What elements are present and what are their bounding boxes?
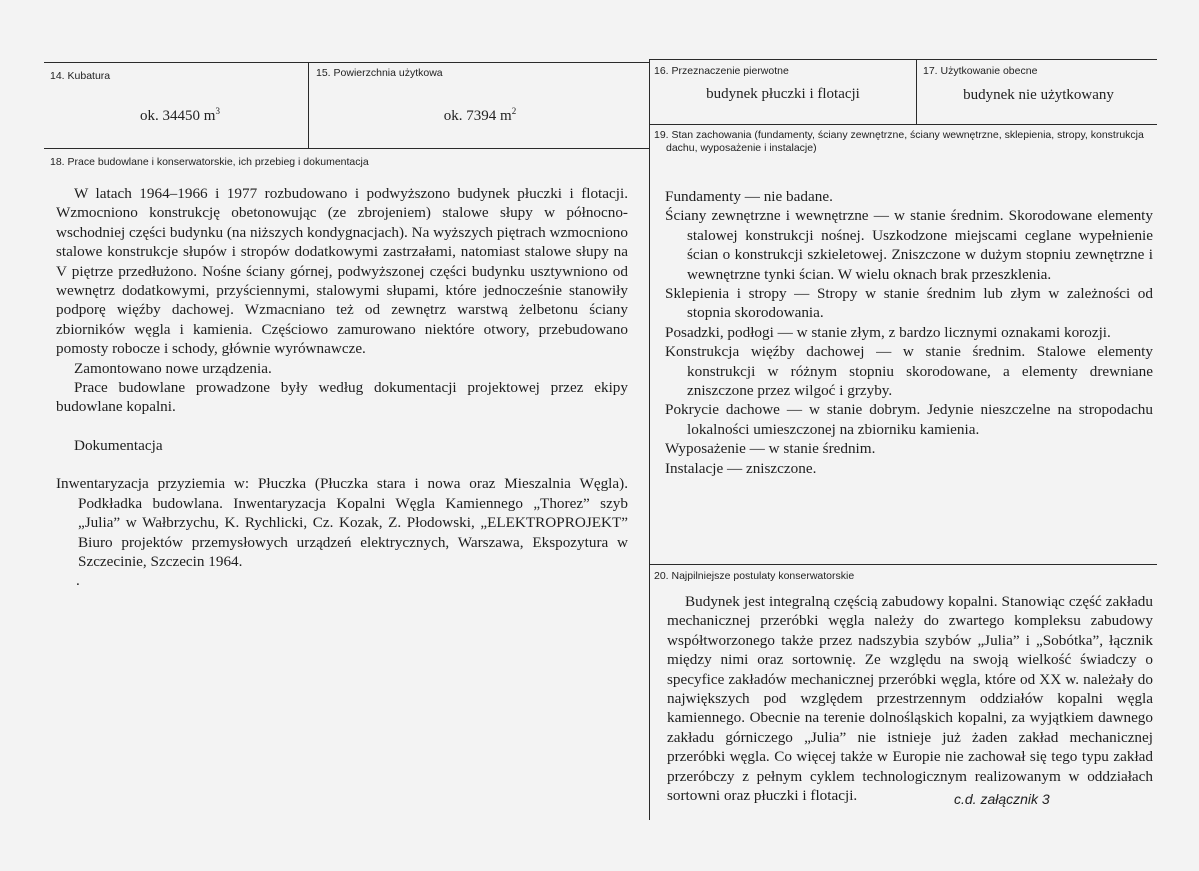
line-under-16-17 [649, 124, 1157, 125]
stray-dot: . [76, 572, 80, 590]
documentation-heading: Dokumentacja [74, 436, 163, 454]
field-15-value [320, 106, 640, 125]
field-20-label: 20. Najpilniejsze postulaty konserwatorskie [654, 570, 855, 582]
documentation-entry: Inwentaryzacja przyziemia w: Płuczka (Płuczka stara i nowa oraz Mieszalnia Węgla). Podkładka budowlana. Inwentaryzacja Kopalni Węgla Kamiennego „Thorez” szyb „Julia” w Wałbrzychu, K. Rychlicki, Cz. Kozak, Z. Płodowski, „ELEKTROPROJEKT” Biuro projektów przemysłowych urządzeń elektrycznych, Warszawa, Ekspozytura w Szczecinie, Szczecin 1964. [56, 475, 628, 570]
kubatura-value: ok. 34450 m [140, 108, 216, 124]
powierzchnia-value: ok. 7394 m [443, 108, 512, 124]
condition-sklepienia: Sklepienia i stropy — Stropy w stanie średnim lub złym w zależności od stopnia skorodowania. [665, 285, 1153, 322]
divider-16-17 [916, 59, 917, 125]
field-19-text [665, 187, 1153, 478]
line-above-20 [649, 564, 1157, 565]
field-14-label: 14. Kubatura [50, 70, 111, 82]
field-19-label: 19. Stan zachowania (fundamenty, ściany zewnętrzne, ściany wewnętrzne, sklepienia, stropy, konstrukcja dachu, wyposażenie i instalacje) [654, 129, 1144, 154]
field-16-value: budynek płuczki i flotacji [706, 86, 860, 102]
field-20-text [667, 592, 1153, 805]
kubatura-unit-exponent: 3 [215, 106, 220, 116]
divider-14-15 [308, 62, 309, 148]
continuation-note: c.d. załącznik 3 [954, 791, 1050, 807]
works-paragraph-1: W latach 1964–1966 i 1977 rozbudowano i podwyższono budynek płuczki i flotacji. Wzmocniono konstrukcję obetonowując (ze zbrojeniem) stalowe słupy w północno-wschodniej części budynku (na niższych kondygnacjach). Na wyższych piętrach wzmocniono stalowe konstrukcje słupów i stropów dodatkowymi zastrzałami, natomiast stalowe słupy na V piętrze przedłużono. Nośne ściany górnej, podwyższonej części budynku usztywniono od wewnętrz dodatkowymi, przyściennymi, stalowymi słupami, które jednocześnie stanowiły podporę więźby dachowej. Wzmacniano też od zewnętrz warstwą żelbetonu ściany zbiorników węgla i kamienia. Częściowo zamurowano niektóre otwory, przebudowano pomosty robocze i schody, głównie wyrównawcze. [56, 185, 628, 358]
condition-sciany: Ściany zewnętrzne i wewnętrzne — w stanie średnim. Skorodowane elementy stalowej konstrukcji nośnej. Uszkodzone miejscami ceglane wypełnienie ścian o konstrukcji szkieletowej. Zniszczone w dużym stopniu zewnętrzne i wewnętrzne tynki ścian. W wielu oknach brak przeszklenia. [665, 207, 1153, 283]
field-14-value [60, 106, 300, 125]
works-paragraph-2: Zamontowano nowe urządzenia. [74, 359, 272, 377]
condition-pokrycie: Pokrycie dachowe — w stanie dobrym. Jedynie nieszczelne na stropodachu lokalności umieszczonej na zbiorniku kamienia. [665, 401, 1153, 438]
field-17-label: 17. Użytkowanie obecne [923, 65, 1038, 77]
condition-posadzki: Posadzki, podłogi — w stanie złym, z bardzo licznymi oznakami korozji. [665, 323, 1111, 341]
postulates-paragraph: Budynek jest integralną częścią zabudowy kopalni. Stanowiąc część zakładu mechanicznej przeróbki węgla należy do zwartego kompleksu zabudowy współtworzonego także przez nadszybia szybów „Julia” i „Sobótka”, łącznik między nimi oraz sortownię. Ze względu na swoją wielkość świadczy o specyfice zakładów mechanicznej przeróbki węgla, które od XX w. należały do największych pod względem przestrzennym oddziałów kopalni węgla kamiennego. Obecnie na terenie dolnośląskich kopalni, za wyjątkiem dawnego zakładu górniczego „Julia” nie istnieje już żaden zakład mechanicznej przeróbki węgla. Co więcej także w Europie nie zachował się tego typu zakład przeróbczy z pełnym cyklem technologicznym realizowanym w oddziałach sortowni oraz płuczki i flotacji. [667, 593, 1153, 805]
field-15-label: 15. Powierzchnia użytkowa [316, 67, 443, 79]
field-18-label: 18. Prace budowlane i konserwatorskie, ich przebieg i dokumentacja [50, 156, 369, 168]
powierzchnia-unit-exponent: 2 [511, 106, 517, 116]
condition-instalacje: Instalacje — zniszczone. [665, 459, 817, 477]
line-under-14-15 [44, 148, 649, 149]
condition-fundamenty: Fundamenty — nie badane. [665, 188, 833, 205]
top-border-left [44, 62, 649, 63]
condition-wiezba: Konstrukcja więźby dachowej — w stanie średnim. Stalowe elementy konstrukcji w różnym stopniu skorodowane, a elementy drewniane zniszczone przez wilgoć i grzyby. [665, 343, 1153, 400]
divider-center [649, 59, 650, 820]
condition-wyposazenie: Wyposażenie — w stanie średnim. [665, 440, 876, 458]
field-16-label: 16. Przeznaczenie pierwotne [654, 65, 789, 77]
works-paragraph-3: Prace budowlane prowadzone były według dokumentacji projektowej przez ekipy budowlane kopalni. [56, 379, 628, 416]
field-17-value: budynek nie użytkowany [963, 87, 1114, 103]
top-border-right [649, 59, 1157, 60]
field-18-text [56, 184, 628, 591]
